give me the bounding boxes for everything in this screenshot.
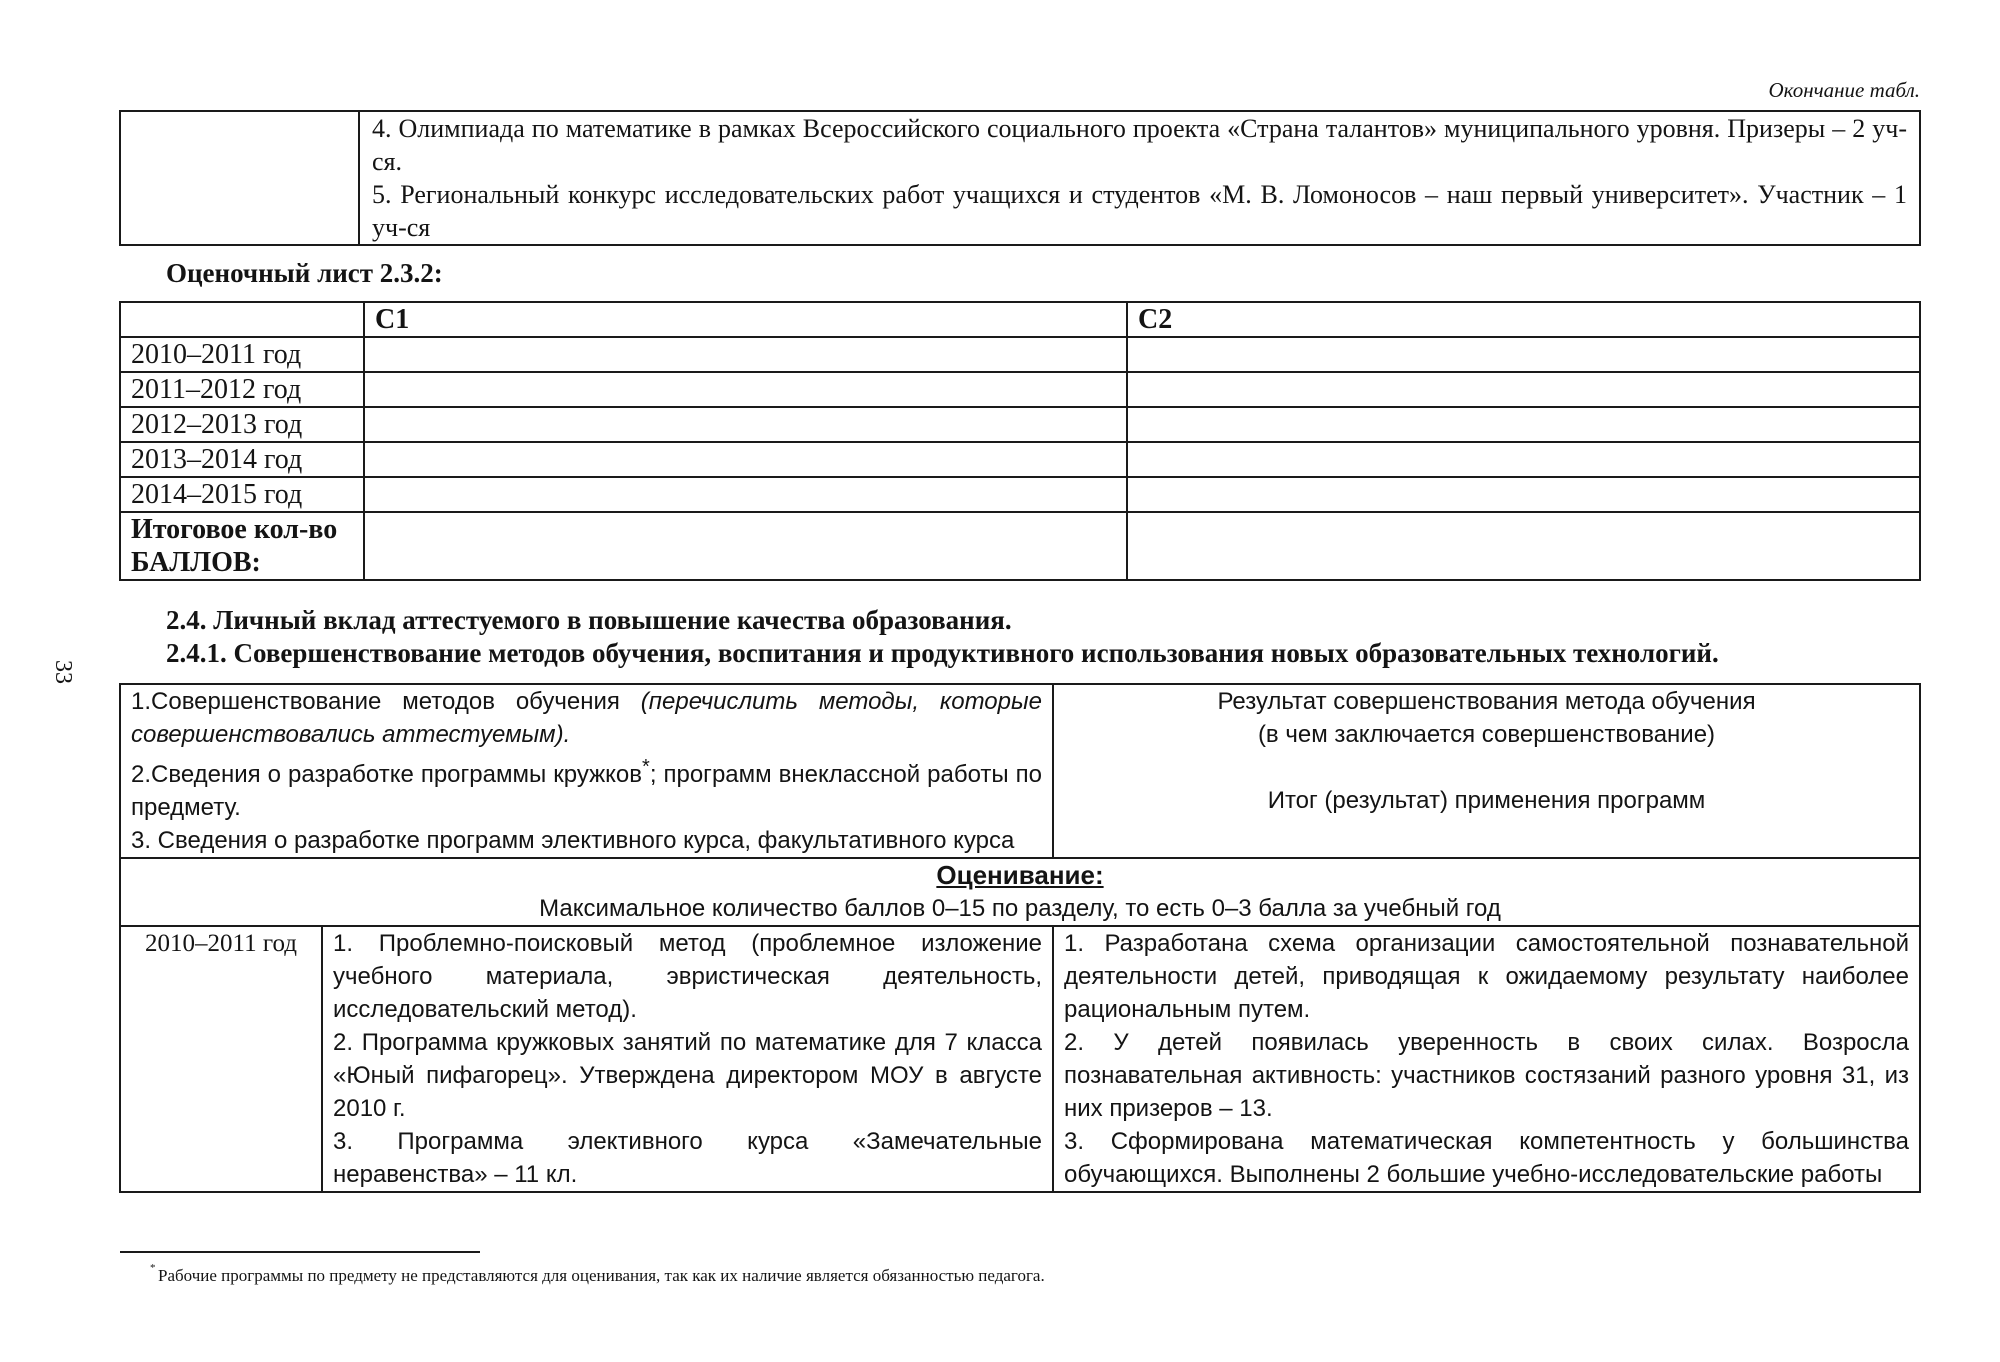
year-cell: 2010–2011 год: [120, 926, 322, 1192]
year-cell: 2012–2013 год: [120, 407, 364, 442]
list-item: 1. Проблемно-поисковый метод (проблемное изложение учебного материала, эвристическая деятельность, исследовательский метод).: [333, 930, 1042, 1023]
table-row: [120, 926, 1920, 1192]
footnote-divider: [120, 1251, 480, 1253]
table-row: [120, 302, 1920, 337]
score-cell: [364, 372, 1127, 407]
total-label-line: БАЛЛОВ:: [131, 547, 261, 578]
evaluation-cell: [120, 858, 1920, 926]
score-cell: [1127, 337, 1920, 372]
score-sheet-heading: Оценочный лист 2.3.2:: [166, 258, 443, 288]
table-row: [120, 407, 1920, 442]
table-row: [120, 858, 1920, 926]
score-cell: [364, 337, 1127, 372]
list-item: 1. Разработана схема организации самостоятельной познавательной деятельности детей, приводящая к ожидаемому результату наиболее рациональным путем.: [1064, 930, 1909, 1023]
table-row: [120, 477, 1920, 512]
results-cell: [1053, 926, 1920, 1192]
table-row: [120, 337, 1920, 372]
table-row: [120, 512, 1920, 580]
score-cell: [364, 512, 1127, 580]
list-item: 3. Сформирована математическая компетентность у большинства обучающихся. Выполнены 2 большие учебно-исследовательские работы: [1064, 1128, 1909, 1188]
table-row: [120, 442, 1920, 477]
results-header-cell: [1053, 684, 1920, 858]
header-line: (в чем заключается совершенствование): [1257, 721, 1716, 748]
table-row: [120, 372, 1920, 407]
year-cell: 2011–2012 год: [120, 372, 364, 407]
evaluation-title: Оценивание:: [936, 860, 1104, 890]
footnote-text: Рабочие программы по предмету не представляются для оценивания, так как их наличие является обязанностью педагога.: [158, 1266, 1045, 1285]
total-label-cell: [120, 512, 364, 580]
score-cell: [364, 407, 1127, 442]
header-text: ; программ внеклассной работы по предмету.: [131, 761, 1042, 821]
year-cell: 2010–2011 год: [120, 337, 364, 372]
year-cell: 2014–2015 год: [120, 477, 364, 512]
score-cell: [1127, 512, 1920, 580]
header-line: [131, 751, 1042, 824]
list-item: 3. Программа элективного курса «Замечательные неравенства» – 11 кл.: [333, 1128, 1042, 1188]
methods-table: [119, 683, 1921, 1193]
empty-cell: [120, 111, 359, 245]
score-sheet-table: [119, 301, 1921, 581]
spacer: [1064, 751, 1909, 784]
footnote-mark: *: [150, 1262, 156, 1274]
header-line: 3. Сведения о разработке программ элективного курса, факультативного курса: [131, 827, 1015, 854]
continuation-label: Окончание табл.: [1768, 78, 1920, 102]
score-cell: [1127, 372, 1920, 407]
header-line: [131, 685, 1042, 751]
evaluation-text: Максимальное количество баллов 0–15 по разделу, то есть 0–3 балла за учебный год: [539, 895, 1501, 922]
list-item: 2. У детей появилась уверенность в своих силах. Возросла познавательная активность: участников состязаний разного уровня 31, из них призеров – 13.: [1064, 1029, 1909, 1122]
score-cell: [364, 442, 1127, 477]
list-item: 5. Региональный конкурс исследовательских работ учащихся и студентов «М. В. Ломоносов – наш первый университет». Участник – 1 уч-ся: [372, 180, 1907, 242]
header-line: Итог (результат) применения программ: [1267, 787, 1706, 814]
subsection-heading: 2.4.1. Совершенствование методов обучения, воспитания и продуктивного использования новых образовательных технологий.: [166, 638, 1719, 668]
column-header-c2: C2: [1127, 302, 1920, 337]
score-cell: [1127, 442, 1920, 477]
continuation-table: [119, 110, 1921, 246]
score-cell: [364, 477, 1127, 512]
methods-cell: [322, 926, 1053, 1192]
score-cell: [1127, 477, 1920, 512]
olympiad-cell: [359, 111, 1920, 245]
header-text: 1.Совершенствование методов обучения: [131, 688, 641, 715]
footnote-mark: *: [642, 756, 650, 778]
header-text: 2.Сведения о разработке программы кружков: [131, 761, 643, 788]
list-item: 4. Олимпиада по математике в рамках Всероссийского социального проекта «Страна талантов» муниципального уровня. Призеры – 2 уч-ся.: [372, 114, 1907, 176]
section-heading: 2.4. Личный вклад аттестуемого в повышение качества образования.: [166, 605, 1012, 635]
corner-cell: [120, 302, 364, 337]
list-item: 2. Программа кружковых занятий по математике для 7 класса «Юный пифагорец». Утверждена директором МОУ в августе 2010 г.: [333, 1029, 1042, 1122]
table-row: [120, 684, 1920, 858]
total-label-line: Итоговое кол-во: [131, 514, 338, 545]
page-number: 33: [50, 660, 76, 684]
column-header-c1: C1: [364, 302, 1127, 337]
footnote: [150, 1262, 1045, 1286]
header-line: Результат совершенствования метода обучения: [1217, 688, 1756, 715]
score-cell: [1127, 407, 1920, 442]
year-cell: 2013–2014 год: [120, 442, 364, 477]
header-italic-text: (перечислить методы, которые совершенствовались аттестуемым).: [131, 688, 1043, 748]
methods-header-cell: [120, 684, 1053, 858]
